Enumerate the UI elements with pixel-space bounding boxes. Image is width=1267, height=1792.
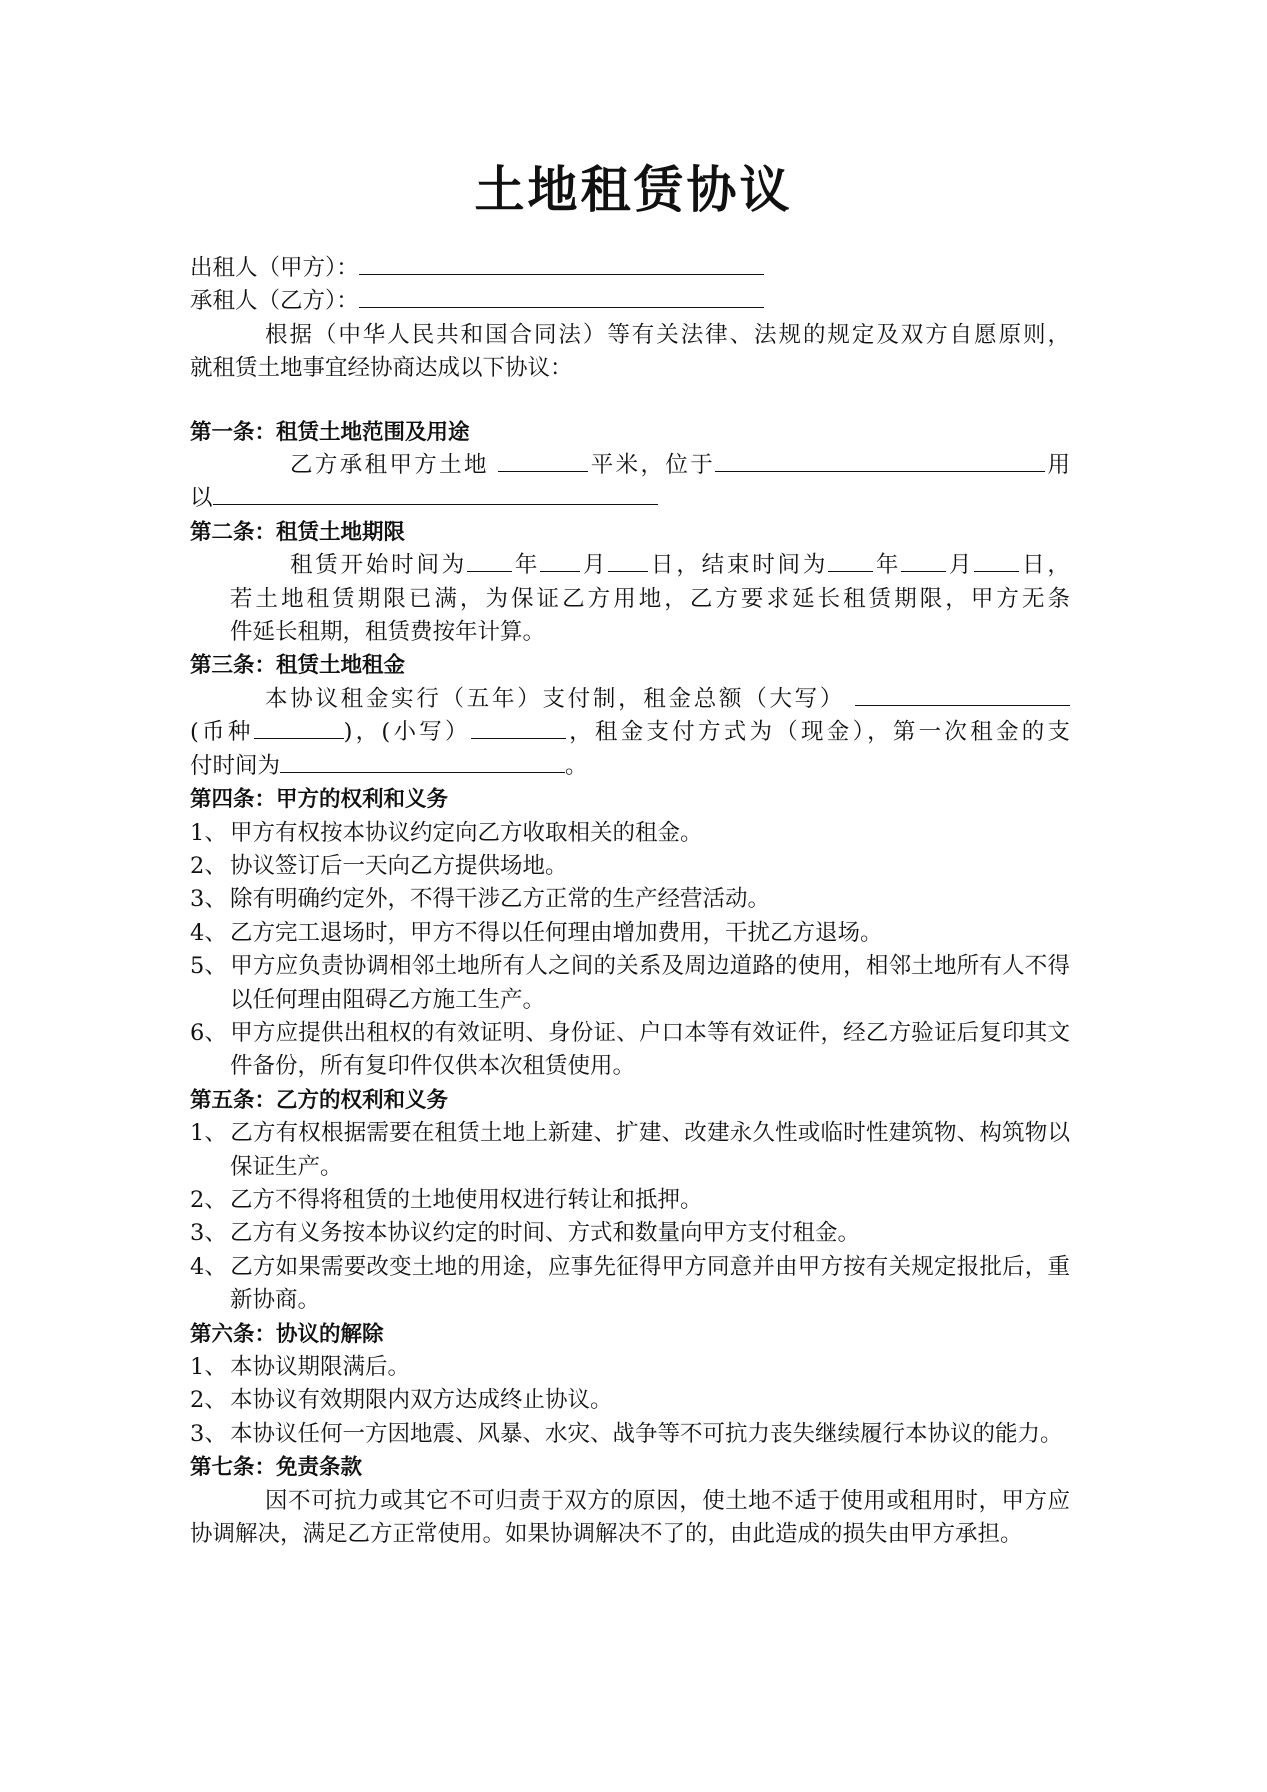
article-3-line-2	[190, 716, 1070, 749]
item-number: 2、	[190, 1186, 227, 1213]
item-number: 2、	[190, 1387, 227, 1414]
list-item	[190, 917, 1070, 950]
item-number: 1、	[190, 1354, 227, 1380]
article-1-text: 以	[190, 485, 213, 512]
article-3-line-3	[190, 750, 1070, 783]
end-year-blank[interactable]	[828, 549, 873, 572]
list-item	[190, 1384, 1070, 1417]
article-3-text: 本协议租金实行（五年）支付制，租金总额（大写）	[265, 685, 846, 712]
list-item	[190, 1351, 1070, 1384]
article-2-line-2: 若土地租赁期限已满，为保证乙方用地，乙方要求延长租赁期限，甲方无条	[230, 585, 1070, 612]
article-2-text: 月	[946, 552, 975, 579]
list-item	[190, 850, 1070, 883]
start-day-blank[interactable]	[608, 549, 648, 572]
end-month-blank[interactable]	[901, 549, 946, 572]
article-3-line-1	[190, 683, 1070, 716]
document-body	[190, 252, 1070, 1551]
article-6-heading: 第六条：协议的解除	[190, 1321, 384, 1347]
item-number: 3、	[190, 1420, 227, 1447]
item-text: 甲方有权按本协议约定向乙方收取相关的租金。	[230, 819, 703, 846]
article-3-text: ，租金支付方式为（现金），第一次租金的支	[565, 719, 1071, 746]
article-2-text: 年	[512, 552, 541, 579]
lessor-line	[190, 252, 1070, 285]
item-text: 协议签订后一天向乙方提供场地。	[230, 852, 568, 879]
article-2-text: 月	[580, 552, 609, 579]
list-item	[190, 1117, 1070, 1184]
article-2-line-1	[190, 549, 1070, 582]
list-item	[190, 950, 1070, 1017]
item-text: 乙方不得将租赁的土地使用权进行转让和抵押。	[230, 1186, 703, 1213]
currency-blank[interactable]	[254, 716, 344, 739]
list-item	[190, 1184, 1070, 1217]
item-text: 甲方应提供出租权的有效证明、身份证、户口本等有效证件，经乙方验证后复印其文件备份，所有复印件仅供本次租赁使用。	[230, 1019, 1070, 1080]
item-number: 2、	[190, 852, 227, 879]
lessee-line	[190, 285, 1070, 318]
item-number: 5、	[190, 953, 227, 980]
lessor-label: 出租人（甲方）：	[190, 255, 359, 281]
total-amount-blank[interactable]	[855, 683, 1070, 706]
article-2-heading: 第二条：租赁土地期限	[190, 519, 406, 545]
article-1-heading: 第一条：租赁土地范围及用途	[190, 419, 470, 445]
first-payment-date-blank[interactable]	[280, 750, 565, 773]
item-number: 4、	[190, 1253, 227, 1280]
article-3-text: 。	[565, 752, 588, 779]
article-7-heading: 第七条：免责条款	[190, 1455, 363, 1481]
item-text: 乙方有权根据需要在租赁土地上新建、扩建、改建永久性或临时性建筑物、构筑物以保证生产。	[230, 1120, 1070, 1180]
article-2-text: 日，	[1019, 552, 1070, 579]
item-text: 乙方如果需要改变土地的用途，应事先征得甲方同意并由甲方按有关规定报批后，重新协商。	[230, 1253, 1070, 1314]
location-blank[interactable]	[715, 449, 1045, 472]
lessor-blank[interactable]	[359, 252, 764, 275]
amount-figures-blank[interactable]	[471, 716, 566, 739]
item-text: 本协议任何一方因地震、风暴、水灾、战争等不可抗力丧失继续履行本协议的能力。	[230, 1420, 1063, 1447]
item-number: 1、	[190, 1120, 227, 1147]
end-day-blank[interactable]	[974, 549, 1019, 572]
item-number: 6、	[190, 1019, 227, 1046]
item-number: 4、	[190, 919, 227, 946]
item-number: 3、	[190, 886, 227, 913]
list-item	[190, 883, 1070, 916]
article-2-text: 租赁开始时间为	[290, 552, 468, 579]
article-1-text: 平米，位于	[588, 452, 716, 479]
lessee-blank[interactable]	[359, 285, 764, 308]
article-1-line-1	[190, 449, 1070, 482]
item-number: 3、	[190, 1220, 227, 1247]
item-text: 甲方应负责协调相邻土地所有人之间的关系及周边道路的使用，相邻土地所有人不得以任何理由阻碍乙方施工生产。	[230, 953, 1070, 1013]
article-3-heading: 第三条：租赁土地租金	[190, 653, 406, 679]
article-3-text: (币种	[190, 719, 254, 746]
item-text: 除有明确约定外，不得干涉乙方正常的生产经营活动。	[230, 886, 771, 913]
article-2-line-3: 件延长租期，租赁费按年计算。	[230, 619, 546, 646]
article-1-text: 乙方承租甲方土地	[290, 452, 489, 479]
article-2-text: 日，结束时间为	[648, 552, 829, 579]
start-year-blank[interactable]	[467, 549, 512, 572]
lessee-label: 承租人（乙方）：	[190, 288, 359, 315]
article-7-text: 因不可抗力或其它不可归责于双方的原因，使土地不适于使用或租用时，甲方应协调解决，满足乙方正常使用。如果协调解决不了的，由此造成的损失由甲方承担。	[190, 1487, 1070, 1548]
article-3-text: )，(小写）	[343, 719, 471, 746]
item-text: 本协议期限满后。	[230, 1354, 411, 1380]
article-4-heading: 第四条：甲方的权利和义务	[190, 787, 449, 813]
article-3-text: 付时间为	[190, 752, 281, 779]
intro-line-2: 就租赁土地事宜经协商达成以下协议：	[190, 355, 573, 382]
item-text: 本协议有效期限内双方达成终止协议。	[230, 1387, 613, 1414]
usage-blank[interactable]	[213, 482, 658, 505]
intro-line-1: 根据（中华人民共和国合同法）等有关法律、法规的规定及双方自愿原则，	[265, 321, 1070, 348]
document-title: 土地租赁协议	[474, 161, 793, 219]
article-2-text: 年	[873, 552, 902, 579]
list-item	[190, 1418, 1070, 1451]
item-text: 乙方完工退场时，甲方不得以任何理由增加费用，干扰乙方退场。	[230, 919, 883, 946]
spacer	[190, 386, 1070, 416]
article-5-heading: 第五条：乙方的权利和义务	[190, 1087, 449, 1113]
start-month-blank[interactable]	[540, 549, 580, 572]
list-item	[190, 1251, 1070, 1318]
item-number: 1、	[190, 819, 227, 846]
list-item	[190, 1217, 1070, 1250]
item-text: 乙方有义务按本协议约定的时间、方式和数量向甲方支付租金。	[230, 1220, 861, 1247]
list-item	[190, 817, 1070, 850]
article-1-text: 用	[1045, 452, 1070, 479]
area-blank[interactable]	[498, 449, 588, 472]
list-item	[190, 1017, 1070, 1084]
article-1-line-2	[190, 482, 1070, 515]
